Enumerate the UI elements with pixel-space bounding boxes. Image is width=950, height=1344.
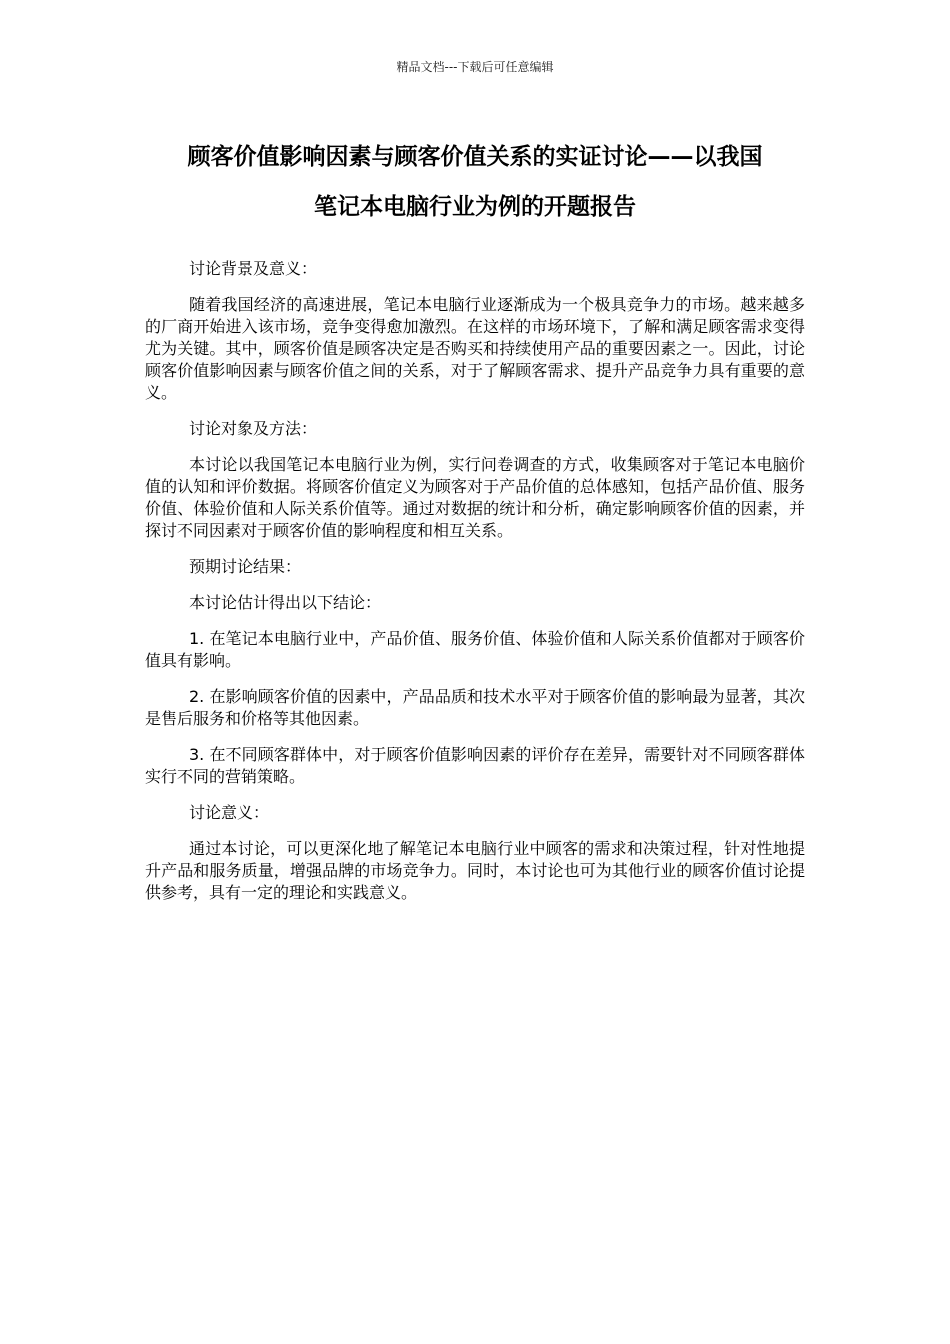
section-heading-background: 讨论背景及意义： [189, 259, 318, 278]
paragraph-background: 随着我国经济的高速进展，笔记本电脑行业逐渐成为一个极具竞争力的市场。越来越多的厂商开始进入该市场，竞争变得愈加激烈。在这样的市场环境下，了解和满足顾客需求变得尤为关键。其中，顾客价值是顾客决定是否购买和持续使用产品的重要因素之一。因此，讨论顾客价值影响因素与顾客价值之间的关系，对于了解顾客需求、提升产品竞争力具有重要的意义。 [145, 295, 805, 402]
paragraph-method: 本讨论以我国笔记本电脑行业为例，实行问卷调查的方式，收集顾客对于笔记本电脑价值的认知和评价数据。将顾客价值定义为顾客对于产品价值的总体感知，包括产品价值、服务价值、体验价值和人际关系价值等。通过对数据的统计和分析，确定影响顾客价值的因素，并探讨不同因素对于顾客价值的影响程度和相互关系。 [145, 455, 805, 540]
section-heading-significance: 讨论意义： [189, 803, 270, 822]
section-heading-method: 讨论对象及方法： [189, 419, 318, 438]
result-item-1: 1. 在笔记本电脑行业中，产品价值、服务价值、体验价值和人际关系价值都对于顾客价值具有影响。 [145, 629, 805, 670]
section-heading-results: 预期讨论结果： [189, 557, 302, 576]
paragraph-results-intro: 本讨论估计得出以下结论： [189, 593, 382, 612]
document-body [145, 258, 805, 918]
title-line-2: 笔记本电脑行业为例的开题报告 [314, 194, 636, 220]
paragraph-significance: 通过本讨论，可以更深化地了解笔记本电脑行业中顾客的需求和决策过程，针对性地提升产品和服务质量，增强品牌的市场竞争力。同时，本讨论也可为其他行业的顾客价值讨论提供参考，具有一定的理论和实践意义。 [145, 839, 805, 902]
title-line-1: 顾客价值影响因素与顾客价值关系的实证讨论——以我国 [187, 144, 763, 170]
document-title [145, 132, 805, 232]
result-item-3: 3. 在不同顾客群体中，对于顾客价值影响因素的评价存在差异，需要针对不同顾客群体实行不同的营销策略。 [145, 745, 805, 786]
result-item-2: 2. 在影响顾客价值的因素中，产品品质和技术水平对于顾客价值的影响最为显著，其次是售后服务和价格等其他因素。 [145, 687, 805, 728]
page-header: 精品文档---下载后可任意编辑 [396, 60, 554, 74]
